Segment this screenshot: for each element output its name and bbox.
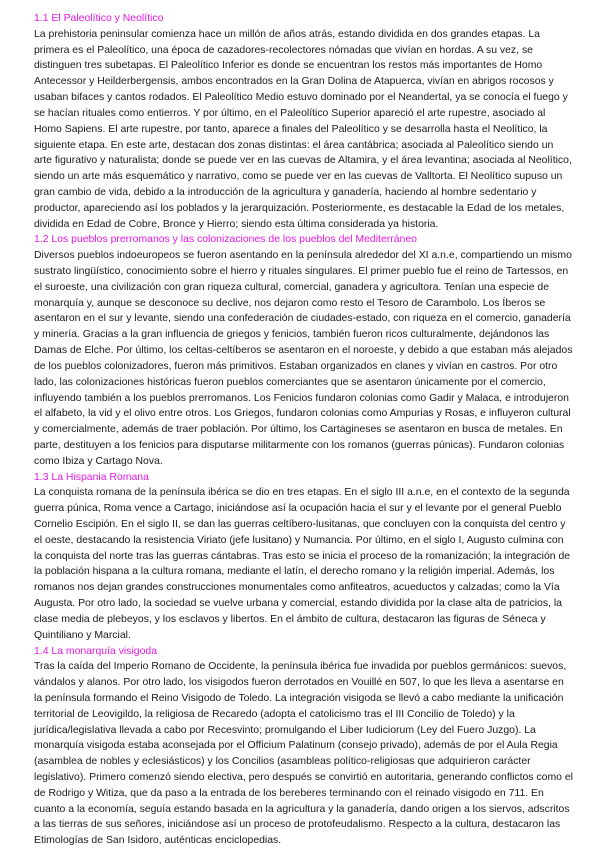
section-body: La prehistoria peninsular comienza hace un millón de años atrás, estando dividida en dos grandes etapas. La primera es el Paleolítico, una época de cazadores-recolectores nómadas que vivían en hordas. A su vez, se distinguen tres subetapas. El Paleolítico Inferior es donde se encuentran los restos más importantes de Homo Antecessor y Heilderbergensis, ambos encontrados en la Gran Dolina de Atapuerca, vivían en abrigos rocosos y usaban bifaces y cantos rodados. El Paleolítico Medio estuvo dominado por el Neandertal, ya se conocía el fuego y se hacían rituales como entierros. Y por último, en el Paleolítico Superior apareció el arte rupestre, asociado al Homo Sapiens. El arte rupestre, por tanto, aparece a finales del Paleolítico y se desarrolla hasta el Neolítico, la siguiente etapa. En este arte, destacan dos zonas distintas: el área cantábrica; asociada al Paleolítico siendo un arte figurativo y naturalista; donde se puede ver en las cuevas de Altamira, y el área levantina; asociada al Neolítico, siendo un arte más esquemático y narrativo, como se puede ver en las cuevas de Valltorta. El Neolítico supuso un gran cambio de vida, debido a la introducción de la agricultura y ganadería, haciendo al hombre sedentario y productor, apareciendo así los poblados y la jerarquización. Posteriormente, es destacable la Edad de los metales, dividida en Edad de Cobre, Bronce y Hierro; siendo esta última considerada ya historia. [34, 27, 574, 233]
section-heading: 1.3 La Hispania Romana [34, 470, 574, 486]
section-paleolitico-neolitico [34, 11, 574, 232]
section-pueblos-prerromanos [34, 232, 574, 469]
section-body: Diversos pueblos indoeuropeos se fueron asentando en la península alrededor del XI a.n.e, compartiendo un mismo sustrato lingüístico, conocimiento sobre el hierro y rituales singulares. El primer pueblo fue el reino de Tartessos, en el suroeste, una civilización con gran riqueza cultural, comercial, ganadera y agricultora. Tenían una especie de monarquía y, aunque se desconoce su declive, nos dejaron como resto el Tesoro de Carambolo. Los Íberos se asentaron en el sur y levante, siendo una confederación de ciudades-estado, con riqueza en el comercio, ganadería y minería. Gracias a la gran influencia de griegos y fenicios, también fueron ricos culturalmente, dejándonos las Damas de Elche. Por último, los celtas-celtíberos se asentaron en el noroeste, y debido a que estaban más alejados de los pueblos colonizadores, fueron más primitivos. Estaban organizados en clanes y vivían en castros. Por otro lado, las colonizaciones históricas fueron pueblos comerciantes que se asentaron únicamente por el comercio, influyendo también a los pueblos prerromanos. Los Fenicios fundaron colonias como Gadir y Malaca, e introdujeron el alfabeto, la vid y el olivo entre otros. Los Griegos, fundaron colonias como Ampurias y Rosas, e influyeron cultural y comercialmente, además de traer población. Por último, los Cartagineses se asentaron en busca de metales. En parte, destituyen a los fenicios para disputarse militarmente con los romanos (guerras púnicas). Fundaron colonias como Ibiza y Cartago Nova. [34, 248, 574, 469]
section-heading: 1.4 La monarquía visigoda [34, 644, 574, 660]
section-body: La conquista romana de la península ibérica se dio en tres etapas. En el siglo III a.n.e, en el contexto de la segunda guerra púnica, Roma vence a Cartago, iniciándose así la ocupación hacia el sur y el levante por el general Pueblo Cornelio Escipión. En el siglo II, se dan las guerras celtíbero-lusitanas, que concluyen con la conquista del centro y el oeste, destacando la resistencia Viriato (jefe lusitano) y Numancia. Por último, en el siglo I, Augusto culmina con la conquista del norte tras las guerras cántabras. Tras esto se inicia el proceso de la romanización; la integración de la población hispana a la cultura romana, mediante el latín, el derecho romano y la religión imperial. Además, los romanos nos dejan grandes construcciones monumentales como anfiteatros, acueductos y calzadas; como la Vía Augusta. Por otro lado, la sociedad se vuelve urbana y comercial, estando dividida por la clase alta de patricios, la clase media de plebeyos, y los esclavos y libertos. En el ámbito de cultura, destacaron las figuras de Séneca y Quintiliano y Marcial. [34, 485, 574, 643]
section-hispania-romana [34, 470, 574, 644]
section-monarquia-visigoda [34, 644, 574, 849]
document-page [34, 11, 574, 849]
section-body: Tras la caída del Imperio Romano de Occidente, la península ibérica fue invadida por pueblos germánicos: suevos, vándalos y alanos. Por otro lado, los visigodos fueron derrotados en Vouillé en 507, lo que les lleva a asentarse en la península formando el Reino Visigodo de Toledo. La integración visigoda se llevó a cabo mediante la unificación territorial de Leovigildo, la religiosa de Recaredo (adopta el catolicismo tras el III Concilio de Toledo) y la jurídica/legislativa llevada a cabo por Recesvinto; promulgando el Liber Iudiciorum (Ley del Fuero Juzgo). La monarquía visigoda estaba aconsejada por el Officium Palatinum (consejo privado), además de por el Aula Regia (asamblea de nobles y eclesiásticos) y los Concilios (asambleas político-religiosas que adquirieron carácter legislativo). Primero comenzó siendo electiva, pero después se convirtió en autoritaria, generando conflictos como el de Rodrigo y Witiza, que da paso a la entrada de los bereberes terminando con el reinado visigodo en 711. En cuanto a la economía, seguía estando basada en la agricultura y la ganadería, dando origen a los siervos, adscritos a las tierras de sus señores, iniciándose así un proceso de protofeudalismo. Respecto a la cultura, destacaron las Etimologías de San Isidoro, auténticas enciclopedias. [34, 659, 574, 849]
section-heading: 1.1 El Paleolítico y Neolítico [34, 11, 574, 27]
section-heading: 1.2 Los pueblos prerromanos y las colonizaciones de los pueblos del Mediterráneo [34, 232, 574, 248]
